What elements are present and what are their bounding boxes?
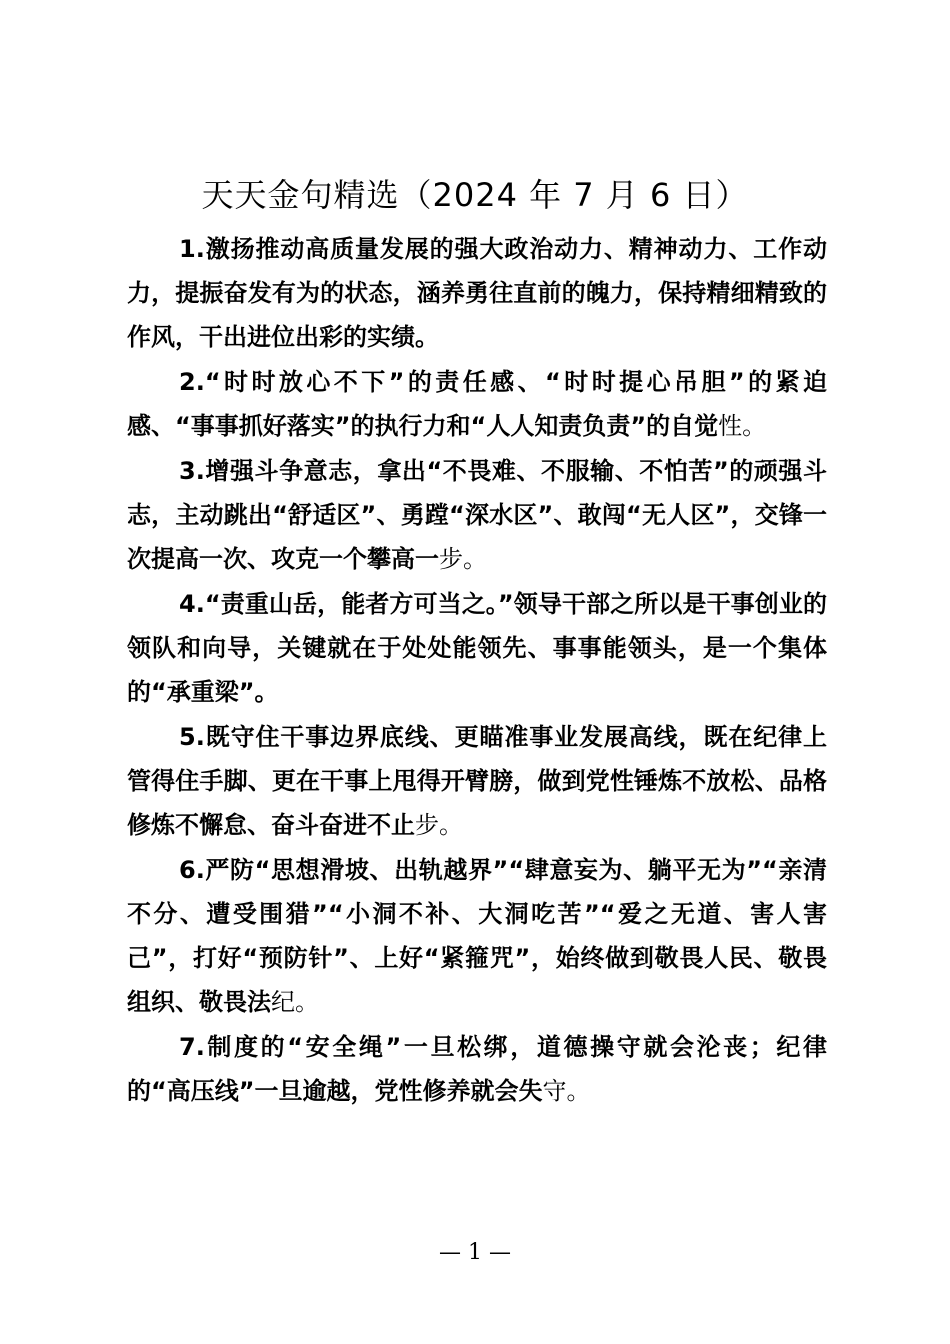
quote-paragraph-6 xyxy=(127,848,827,1024)
quote-paragraph-7 xyxy=(127,1025,827,1113)
page-number: — 1 — xyxy=(439,1240,511,1265)
quote-paragraph-3 xyxy=(127,449,827,581)
quote-text-7: 7.制度的“安全绳”一旦松绑，道德操守就会沦丧；纪律的“高压线”一旦逾越，党性修养就会失 xyxy=(127,1033,827,1105)
quote-text-6: 6.严防“思想滑坡、出轨越界”“肆意妄为、躺平无为”“亲清不分、遭受围猎”“小洞不补、大洞吃苦”“爱之无道、害人害己”，打好“预防针”、上好“紧箍咒”，始终做到敬畏人民、敬畏组织、敬畏法 xyxy=(127,856,827,1016)
document-title: 天天金句精选（2024 年 7 月 6 日） xyxy=(201,176,749,214)
quote-text-5: 5.既守住干事边界底线、更瞄准事业发展高线，既在纪律上管得住手脚、更在干事上甩得开臂膀，做到党性锤炼不放松、品格修炼不懈怠、奋斗奋进不止 xyxy=(127,723,827,839)
quote-text-3: 3.增强斗争意志，拿出“不畏难、不服输、不怕苦”的顽强斗志，主动跳出“舒适区”、勇蹚“深水区”、敢闯“无人区”，交锋一次提高一次、攻克一个攀高一 xyxy=(127,457,827,573)
quote-text-1: 1.激扬推动高质量发展的强大政治动力、精神动力、工作动力，提振奋发有为的状态，涵养勇往直前的魄力，保持精细精致的作风，干出进位出彩的实绩。 xyxy=(127,235,827,351)
quote-tail-5: 步。 xyxy=(415,811,463,839)
quote-paragraph-2 xyxy=(127,360,827,448)
quote-tail-2: 性。 xyxy=(718,412,767,440)
quote-tail-7: 守。 xyxy=(542,1077,591,1105)
quote-paragraph-4 xyxy=(127,582,827,714)
quote-paragraph-1 xyxy=(127,227,827,359)
quote-text-2: 2.“时时放心不下”的责任感、“时时提心吊胆”的紧迫感、“事事抓好落实”的执行力和“人人知责负责”的自觉 xyxy=(127,368,827,440)
quote-paragraph-5 xyxy=(127,715,827,847)
quote-tail-3: 步。 xyxy=(439,545,487,573)
document-body xyxy=(127,227,827,1114)
quote-text-4: 4.“责重山岳，能者方可当之。”领导干部之所以是干事创业的领队和向导，关键就在于处处能领先、事事能领头，是一个集体的“承重梁”。 xyxy=(127,590,827,706)
quote-tail-6: 纪。 xyxy=(271,988,319,1016)
